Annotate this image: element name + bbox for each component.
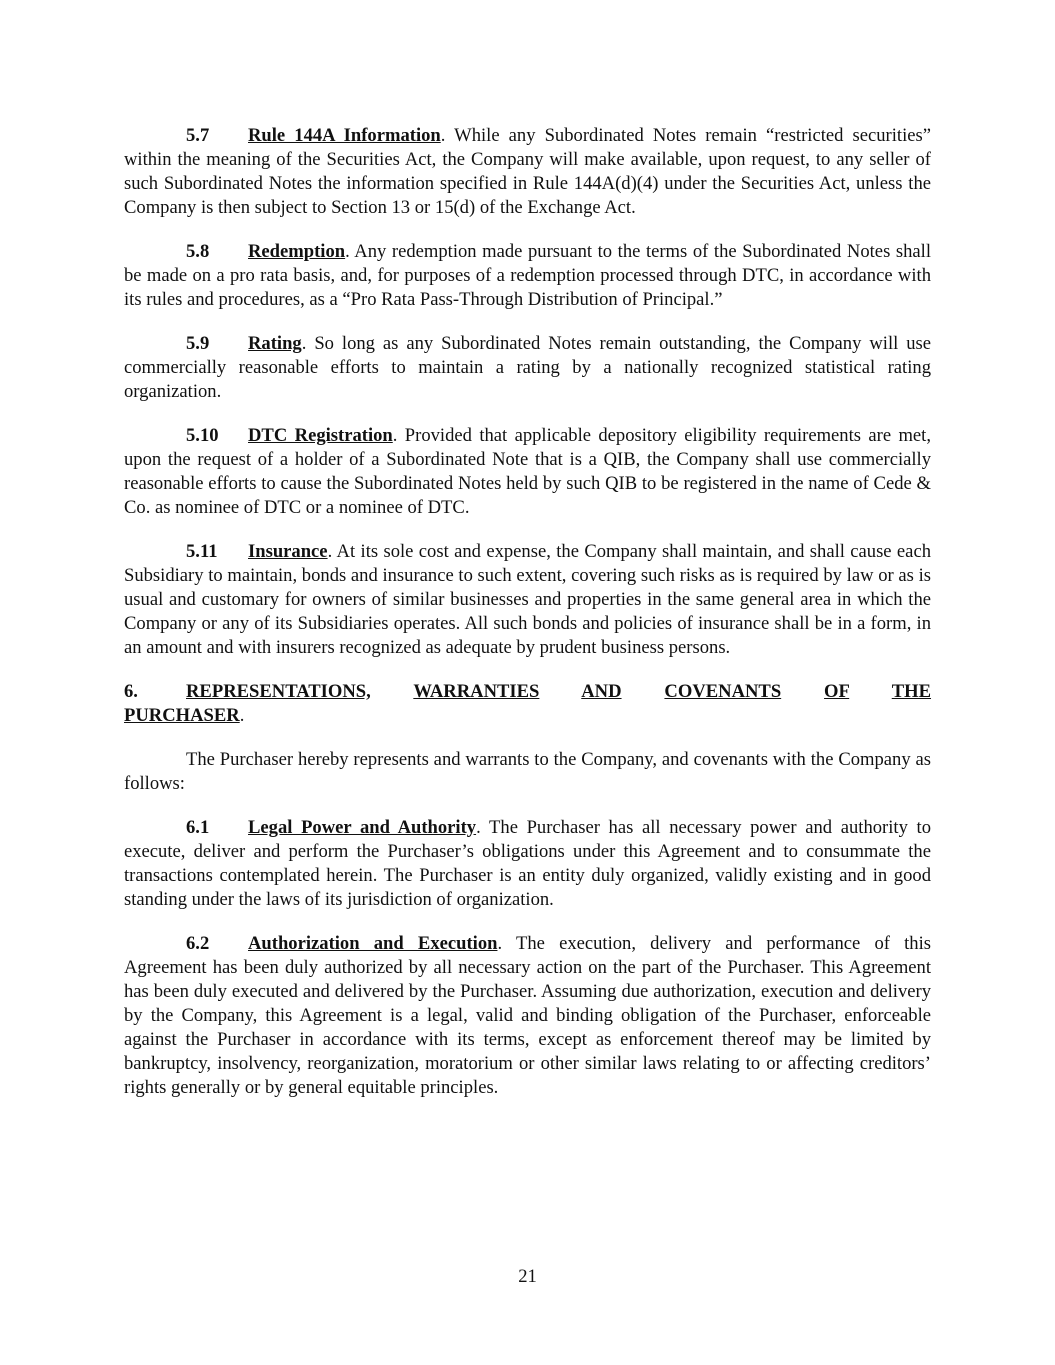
section-title: Rating xyxy=(248,333,302,354)
section-body: . Provided that applicable depository eligibility requirements are met, upon the request of a holder of a Subordinated Note that is a QIB, the Company shall use commercially reasonable efforts to cause the Subordinated Notes held by such QIB to be registered in the name of Cede & Co. as nominee of DTC or a nominee of DTC. xyxy=(124,425,931,518)
section-number: 5.9 xyxy=(186,333,210,354)
section-body: . So long as any Subordinated Notes remain outstanding, the Company will use commercially reasonable efforts to maintain a rating by a nationally recognized statistical rating organization. xyxy=(124,333,931,402)
section-body: . The execution, delivery and performance of this Agreement has been duly authorized by all necessary action on the part of the Purchaser. This Agreement has been duly executed and delivered by the Purchaser. Assuming due authorization, execution and delivery by the Company, this Agreement is a legal, valid and binding obligation of the Purchaser, enforceable against the Purchaser in accordance with its terms, except as enforcement thereof may be limited by bankruptcy, insolvency, reorganization, moratorium or other similar laws relating to or affecting creditors’ rights generally or by general equitable principles. xyxy=(124,933,931,1098)
section-5-8 xyxy=(124,240,931,312)
section-6-1 xyxy=(124,816,931,912)
article-title-line2: PURCHASER. xyxy=(124,705,245,726)
article-6-intro: The Purchaser hereby represents and warrants to the Company, and covenants with the Company as follows: xyxy=(124,749,931,794)
section-title: Authorization and Execution xyxy=(248,933,498,954)
section-title: Legal Power and Authority xyxy=(248,817,477,838)
article-number: 6. xyxy=(124,681,138,702)
section-title: Insurance xyxy=(248,541,328,562)
section-body: . At its sole cost and expense, the Company shall maintain, and shall cause each Subsidiary to maintain, bonds and insurance to such extent, covering such risks as is required by law or as is usual and customary for owners of similar businesses and properties in the same general area in which the Company or any of its Subsidiaries operates. All such bonds and policies of insurance shall be in a form, in an amount and with insurers recognized as adequate by prudent business persons. xyxy=(124,541,931,658)
article-6-heading xyxy=(124,680,931,704)
section-title: DTC Registration xyxy=(248,425,393,446)
section-number: 6.1 xyxy=(186,817,210,838)
section-5-9 xyxy=(124,332,931,404)
section-5-11 xyxy=(124,540,931,660)
section-title: Rule 144A Information xyxy=(248,125,441,146)
section-5-10 xyxy=(124,424,931,520)
section-body: . While any Subordinated Notes remain “restricted securities” within the meaning of the Securities Act, the Company will make available, upon request, to any seller of such Subordinated Notes the information specified in Rule 144A(d)(4) under the Securities Act, unless the Company is then subject to Section 13 or 15(d) of the Exchange Act. xyxy=(124,125,931,218)
page-number: 21 xyxy=(518,1266,537,1287)
section-title: Redemption xyxy=(248,241,346,262)
section-body: . The Purchaser has all necessary power and authority to execute, deliver and perform the Purchaser’s obligations under this Agreement and to consummate the transactions contemplated herein. The Purchaser is an entity duly organized, validly existing and in good standing under the laws of its jurisdiction of organization. xyxy=(124,817,931,910)
article-title-line1: REPRESENTATIONS, WARRANTIES AND COVENANTS OF THE xyxy=(186,681,932,702)
section-body: . Any redemption made pursuant to the terms of the Subordinated Notes shall be made on a pro rata basis, and, for purposes of a redemption processed through DTC, in accordance with its rules and procedures, as a “Pro Rata Pass-Through Distribution of Principal.” xyxy=(124,241,931,310)
section-5-7 xyxy=(124,124,931,220)
document-page xyxy=(124,124,931,1120)
section-number: 5.10 xyxy=(186,425,219,446)
section-number: 6.2 xyxy=(186,933,210,954)
section-number: 5.8 xyxy=(186,241,210,262)
section-number: 5.11 xyxy=(186,541,218,562)
section-number: 5.7 xyxy=(186,125,210,146)
section-6-2 xyxy=(124,932,931,1100)
